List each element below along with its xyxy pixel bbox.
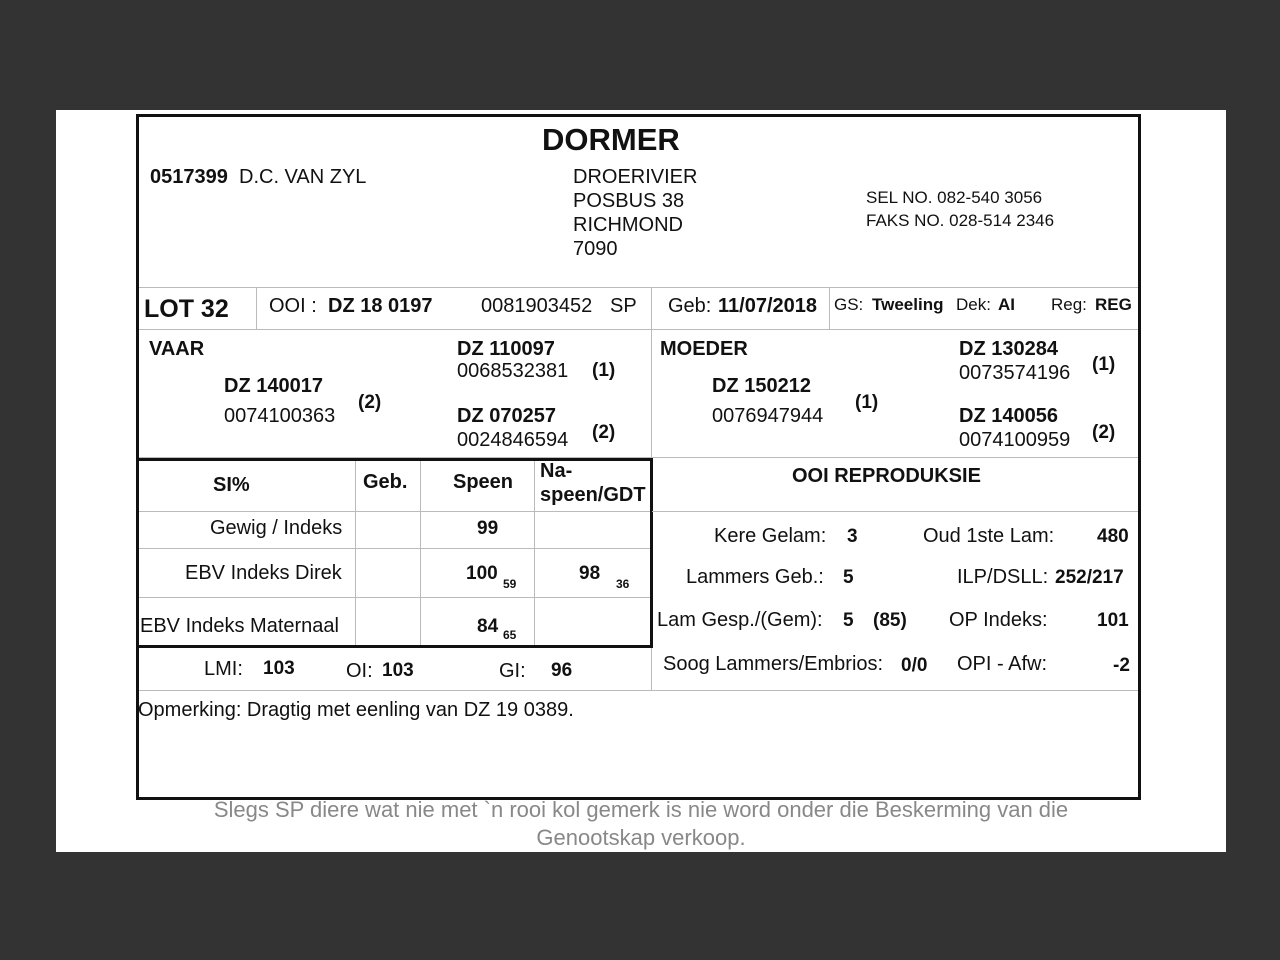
- birth-label: Geb:: [668, 295, 712, 317]
- divider: [139, 329, 1138, 330]
- row-label-maternal: EBV Indeks Maternaal: [140, 615, 339, 637]
- gs-label: GS:: [834, 295, 864, 314]
- naspeen-header-1: Na-: [540, 460, 573, 482]
- row2-naspeen-sub: 36: [616, 577, 630, 591]
- dam-sire-number: 0073574196: [959, 362, 1071, 384]
- lammers-value: 5: [843, 567, 854, 588]
- gesp-value: 5: [843, 610, 854, 631]
- soog-label: Soog Lammers/Embrios:: [663, 653, 884, 675]
- row1-speen-value: 99: [477, 518, 499, 539]
- oi-value: 103: [382, 660, 414, 681]
- reg-value: REG: [1095, 295, 1132, 314]
- sire-rank: (2): [358, 392, 382, 413]
- breed-title: DORMER: [542, 122, 680, 157]
- lammers-label: Lammers Geb.:: [686, 566, 824, 588]
- op-label: OP Indeks:: [949, 609, 1048, 631]
- sire-sire-id: DZ 110097: [457, 338, 555, 360]
- sire-sire-number: 0068532381: [457, 360, 569, 382]
- soog-value: 0/0: [901, 655, 928, 676]
- dam-dam-rank: (2): [1092, 422, 1116, 443]
- ilp-value: 252/217: [1055, 567, 1124, 588]
- gi-label: GI:: [499, 660, 526, 682]
- row3-speen-value: 84: [477, 616, 499, 637]
- oud-value: 480: [1097, 526, 1129, 547]
- sire-id: DZ 140017: [224, 375, 323, 397]
- kere-label: Kere Gelam:: [714, 525, 827, 547]
- lmi-value: 103: [263, 658, 295, 679]
- divider: [652, 511, 1138, 512]
- ooi-label: OOI :: [269, 295, 317, 317]
- dek-value: AI: [998, 295, 1015, 314]
- dam-number: 0076947944: [712, 405, 824, 427]
- fax-number: FAKS NO. 028-514 2346: [866, 211, 1055, 230]
- row-label-direct: EBV Indeks Direk: [185, 562, 342, 584]
- reg-label: Reg:: [1051, 295, 1087, 314]
- breeder-code: 0517399: [150, 166, 228, 188]
- sire-label: VAAR: [149, 338, 205, 360]
- address-line-4: 7090: [573, 238, 618, 260]
- address-line-1: DROERIVIER: [573, 166, 698, 188]
- sire-number: 0074100363: [224, 405, 336, 427]
- phone-number: SEL NO. 082-540 3056: [866, 188, 1043, 207]
- address-line-3: RICHMOND: [573, 214, 683, 236]
- sire-dam-number: 0024846594: [457, 429, 569, 451]
- dam-dam-id: DZ 140056: [959, 405, 1058, 427]
- dam-sire-rank: (1): [1092, 354, 1116, 375]
- sire-dam-rank: (2): [592, 422, 616, 443]
- row3-speen-sub: 65: [503, 628, 517, 642]
- si-header: SI%: [213, 474, 250, 496]
- opi-label: OPI - Afw:: [957, 653, 1048, 675]
- footer-line-1: Slegs SP diere wat nie met `n rooi kol gemerk is nie word onder die Beskerming van die: [213, 797, 1069, 822]
- divider: [534, 461, 535, 645]
- repro-title: OOI REPRODUKSIE: [792, 465, 981, 487]
- dek-label: Dek:: [956, 295, 991, 314]
- row2-speen-value: 100: [466, 563, 498, 584]
- sire-dam-id: DZ 070257: [457, 405, 556, 427]
- dam-sire-id: DZ 130284: [959, 338, 1058, 360]
- sire-sire-rank: (1): [592, 360, 616, 381]
- remark: Opmerking: Dragtig met eenling van DZ 19 0389.: [138, 699, 574, 721]
- row-label-weight: Gewig / Indeks: [210, 517, 343, 539]
- dam-rank: (1): [855, 392, 879, 413]
- gs-value: Tweeling: [872, 295, 944, 314]
- divider: [139, 287, 1138, 288]
- naspeen-header-2: speen/GDT: [540, 484, 646, 506]
- lmi-label: LMI:: [204, 658, 243, 680]
- breeder-name: D.C. VAN ZYL: [239, 166, 367, 188]
- ooi-number: 0081903452: [481, 295, 593, 317]
- divider: [420, 461, 421, 645]
- birth-date: 11/07/2018: [718, 295, 817, 317]
- dam-label: MOEDER: [660, 338, 748, 360]
- gem-value: (85): [873, 610, 907, 631]
- oi-label: OI:: [346, 660, 373, 682]
- dam-id: DZ 150212: [712, 375, 811, 397]
- divider: [139, 511, 650, 512]
- divider: [256, 287, 257, 329]
- sp-flag: SP: [610, 295, 637, 317]
- divider: [139, 597, 650, 598]
- footer-line-2: Genootskap verkoop.: [536, 825, 746, 850]
- divider: [139, 548, 650, 549]
- footer-note: [56, 796, 1226, 852]
- row2-naspeen-value: 98: [579, 563, 601, 584]
- lot-number: LOT 32: [144, 295, 229, 323]
- op-value: 101: [1097, 610, 1129, 631]
- divider: [355, 461, 356, 645]
- address-line-2: POSBUS 38: [573, 190, 685, 212]
- kere-value: 3: [847, 526, 858, 547]
- speen-header: Speen: [453, 471, 514, 493]
- row2-speen-sub: 59: [503, 577, 517, 591]
- geb-header: Geb.: [363, 471, 408, 493]
- divider: [139, 690, 1138, 691]
- ooi-id: DZ 18 0197: [328, 295, 433, 317]
- gi-value: 96: [551, 660, 573, 681]
- gesp-label: Lam Gesp./(Gem):: [657, 609, 823, 631]
- opi-value: -2: [1113, 655, 1130, 676]
- ilp-label: ILP/DSLL:: [957, 566, 1049, 588]
- divider: [829, 287, 830, 329]
- dam-dam-number: 0074100959: [959, 429, 1071, 451]
- oud-label: Oud 1ste Lam:: [923, 525, 1055, 547]
